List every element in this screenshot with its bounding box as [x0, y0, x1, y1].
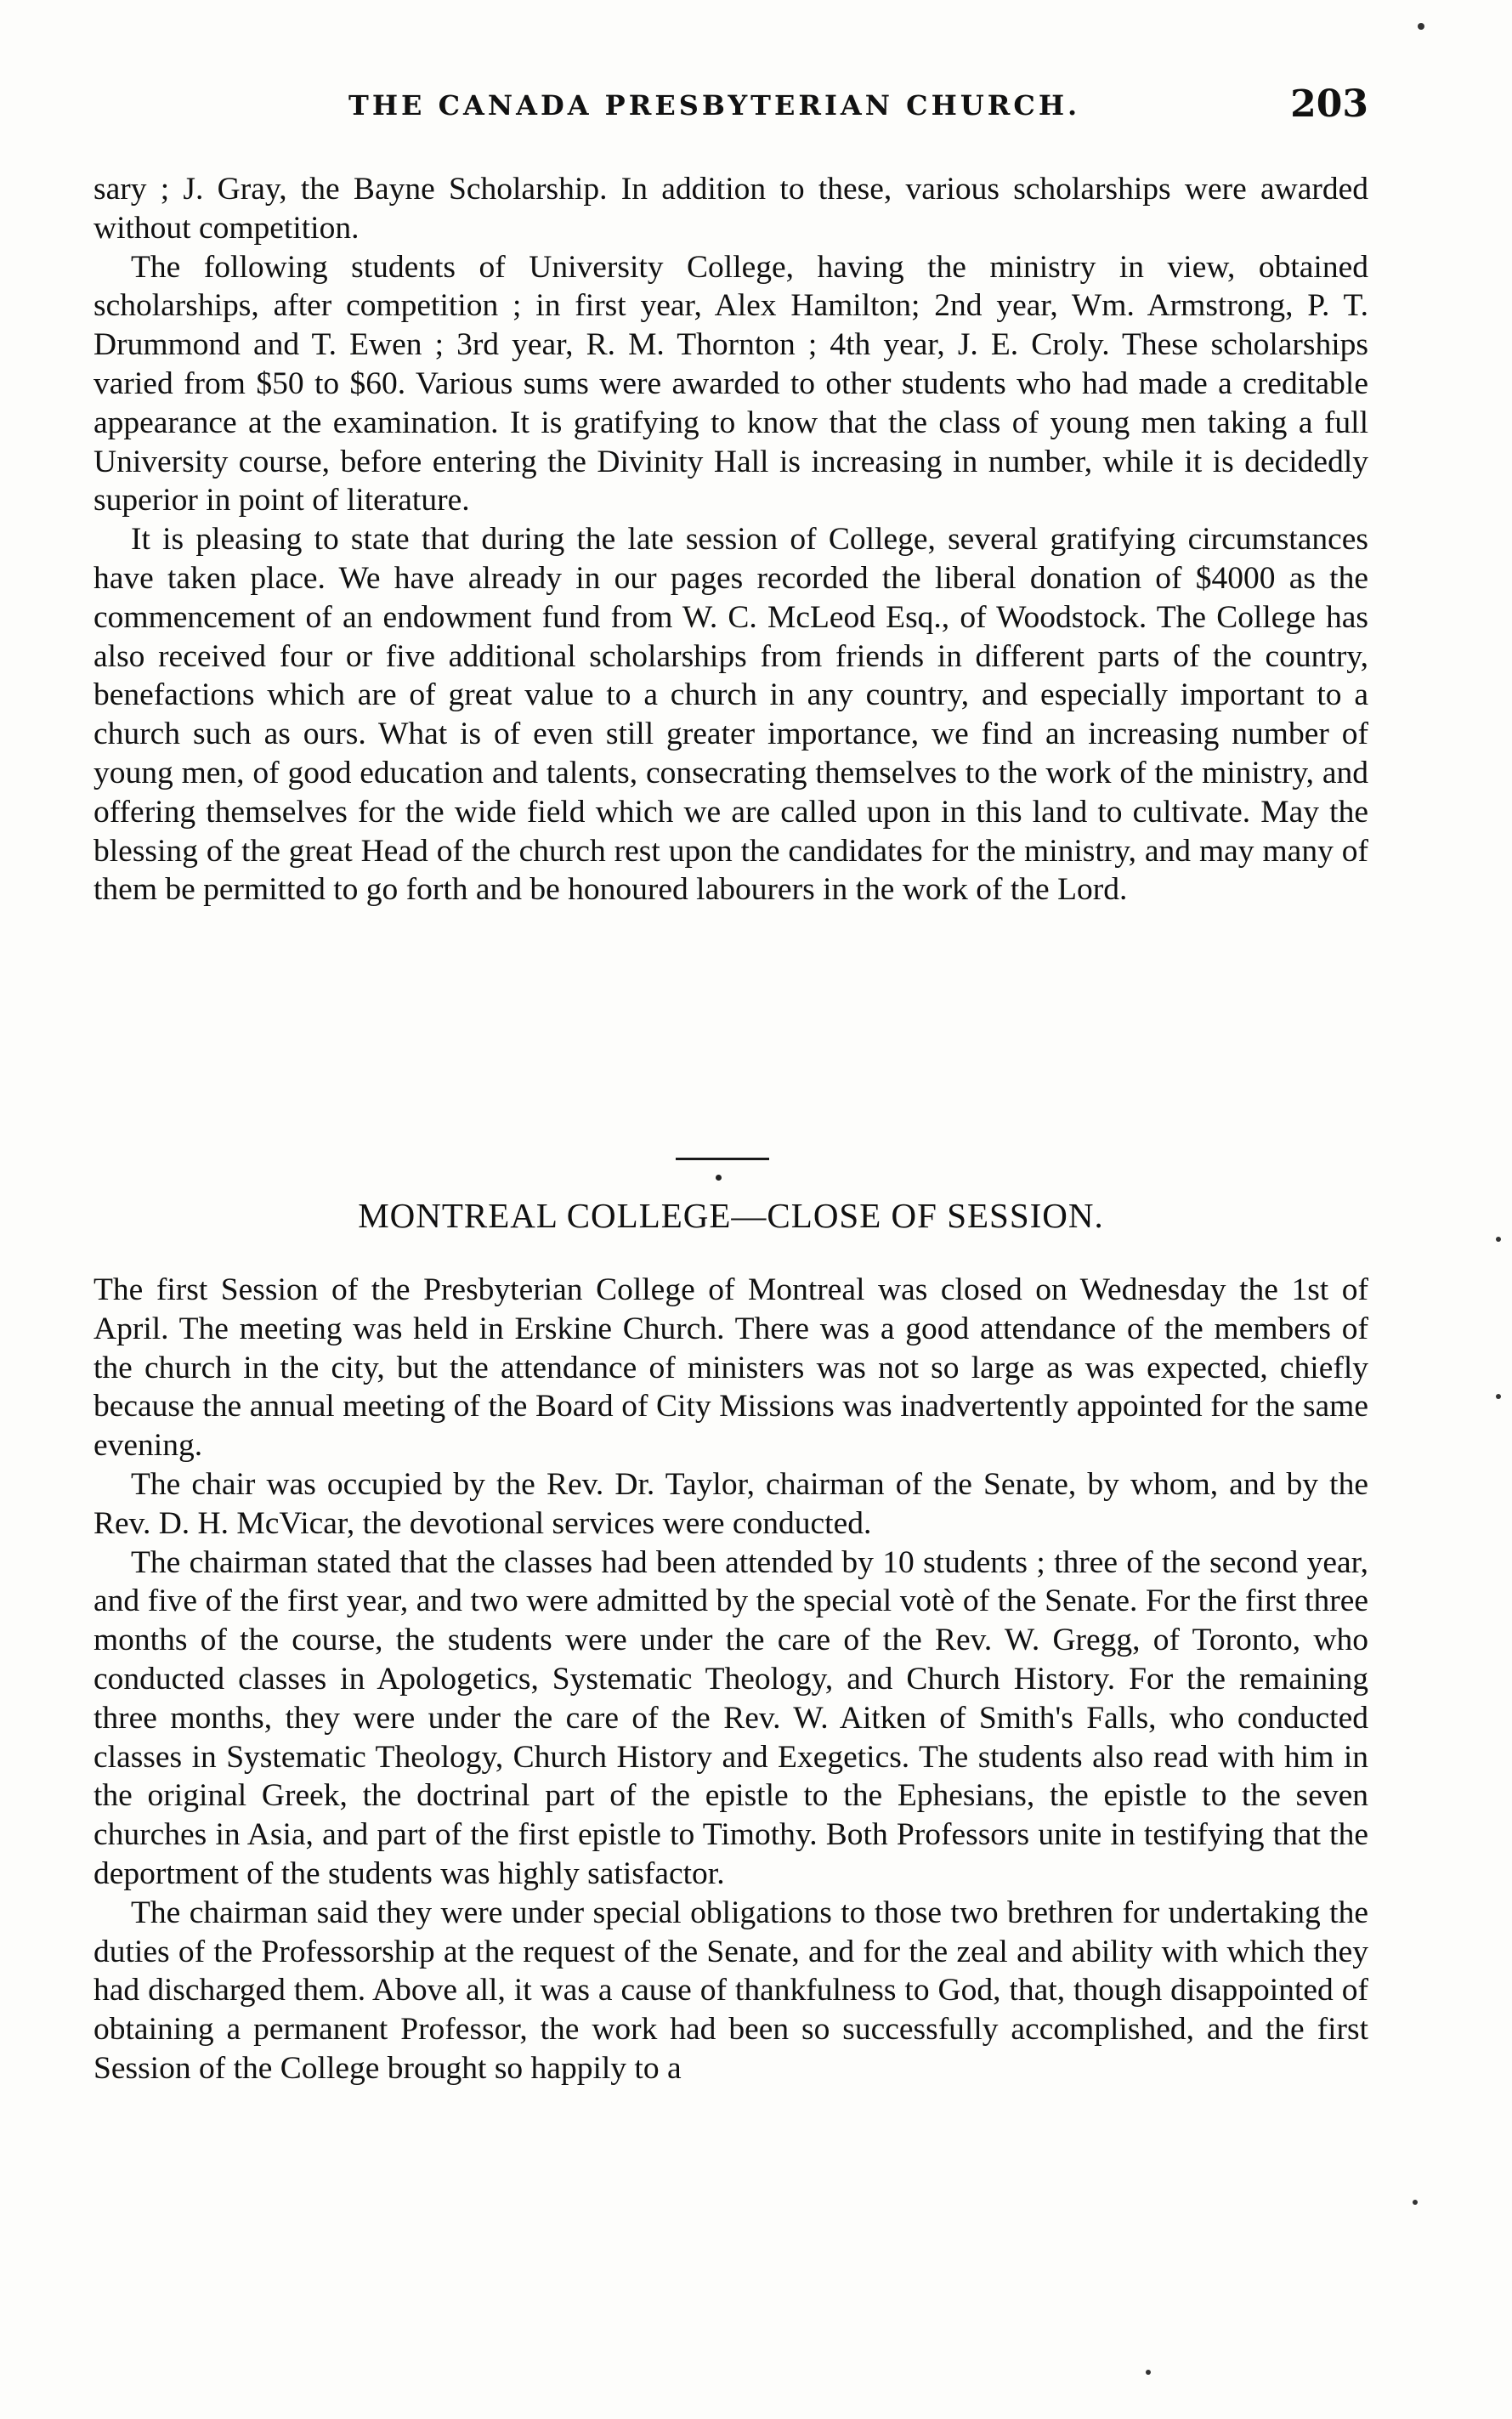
page-header [93, 82, 1368, 140]
paragraph-college-circumstances: It is pleasing to state that during the late session of College, several gratifying circumstances have taken place. We have already in our pages recorded the liberal donation of $4000 as the commencement of an endowment fund from W. C. McLeod Esq., of Woodstock. The College has also received four or five additional scholarships from friends in different parts of the country, benefactions which are of great value to a church in any country, and especially important to a church such as ours. What is of even still greater importance, we find an increasing number of young men, of good education and talents, consecrating themselves to the work of the ministry, and offering themselves for the wide field which we are called upon in this land to cultivate. May the blessing of the great Head of the church rest upon the candidates for the ministry, and may many of them be permitted to go forth and be honoured labourers in the work of the Lord. [93, 522, 1368, 908]
print-speck [1496, 1394, 1501, 1399]
print-speck [1413, 2200, 1418, 2205]
paragraph-session-close: The first Session of the Presbyterian College of Montreal was closed on Wednesday the 1st of April. The meeting was held in Erskine Church. There was a good attendance of the members of the church in the city, but the attendance of ministers was not so large as was expected, chiefly because the annual meeting of the Board of City Missions was inadvertently appointed for the same evening. [93, 1272, 1368, 1464]
paragraph-university-scholarships: The following students of University College, having the ministry in view, obtained scholarships, after competition ; in first year, Alex Hamilton; 2nd year, Wm. Armstrong, P. T. Drummond and T. Ewen ; 3rd year, R. M. Thornton ; 4th year, J. E. Croly. These scholarships varied from $50 to $60. Various sums were awarded to other students who had made a creditable appearance at the examination. It is gratifying to know that the class of young men taking a full University course, before entering the Divinity Hall is increasing in number, while it is decidedly superior in point of literature. [93, 249, 1368, 518]
running-title: THE CANADA PRESBYTERIAN CHURCH. [348, 89, 1081, 122]
print-speck [1146, 2370, 1151, 2375]
lower-text-block [93, 1271, 1368, 2088]
section-divider [676, 1158, 769, 1160]
paragraph-continued: sary ; J. Gray, the Bayne Scholarship. In addition to these, various scholarships were awarded without competition. [93, 172, 1368, 246]
section-heading: MONTREAL COLLEGE—CLOSE OF SESSION. [358, 1196, 1104, 1235]
upper-text-block [93, 170, 1368, 909]
page-number: 203 [1290, 82, 1368, 126]
print-speck [1496, 1237, 1501, 1242]
paragraph-classes: The chairman stated that the classes had been attended by 10 students ; three of the second year, and five of the first year, and two were admitted by the special votè of the Senate. For the first three months of the course, the students were under the care of the Rev. W. Gregg, of Toronto, who conducted classes in Apologetics, Systematic Theology, and Church History. For the remaining three months, they were under the care of the Rev. W. Aitken of Smith's Falls, who conducted classes in Systematic Theology, Church History and Exegetics. The students also read with him in the original Greek, the doctrinal part of the epistle to the Ephesians, the epistle to the seven churches in Asia, and part of the first epistle to Timothy. Both Professors unite in testifying that the deportment of the students was highly satisfactor. [93, 1544, 1368, 1891]
paragraph-chair: The chair was occupied by the Rev. Dr. Taylor, chairman of the Senate, by whom, and by the Rev. D. H. McVicar, the devotional services were conducted. [93, 1466, 1368, 1541]
divider-dot [716, 1175, 722, 1181]
print-speck [1418, 23, 1424, 30]
paragraph-obligations: The chairman said they were under special obligations to those two brethren for undertaking the duties of the Professorship at the request of the Senate, and for the zeal and ability with which they had discharged them. Above all, it was a cause of thankfulness to God, that, though disappointed of obtaining a permanent Professor, the work had been so successfully accomplished, and the first Session of the College brought so happily to a [93, 1895, 1368, 2086]
